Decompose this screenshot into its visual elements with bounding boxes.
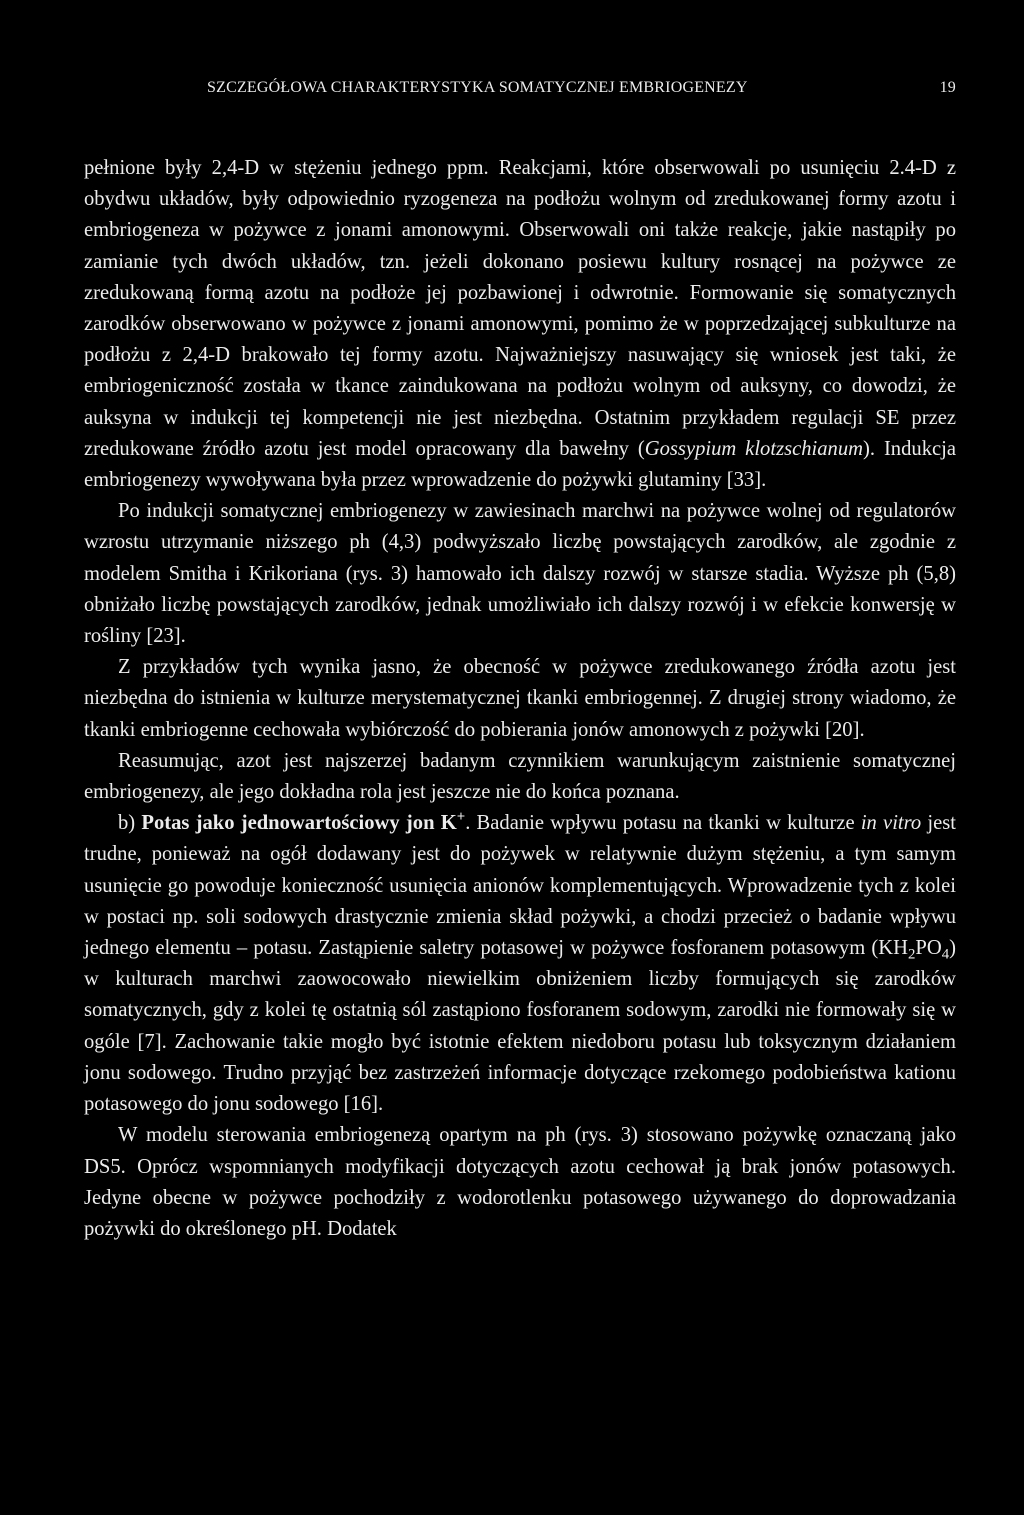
paragraph-2-text: Po indukcji somatycznej embriogenezy w zawiesinach marchwi na pożywce wolnej od regulatorów wzrostu utrzymanie niższego ph (4,3) podwyższało liczbę powstających zarodków, ale zgodnie z modelem Smitha i Krikoriana (rys. 3) hamowało ich dalszy rozwój w starsze stadia. Wyższe ph (5,8) obniżało liczbę powstających zarodków, jednak umożliwiało ich dalszy rozwój i w efekcie konwersję w rośliny [23]. xyxy=(84,500,956,648)
paragraph-1 xyxy=(84,153,956,496)
paragraph-2 xyxy=(84,496,956,652)
paragraph-4-text: Reasumując, azot jest najszerzej badanym czynnikiem warunkującym zaistnienie somatycznej embriogenezy, ale jego dokładna rola jest jeszcze nie do końca poznana. xyxy=(84,749,956,804)
section-heading-text: Potas jako jednowartościowy jon K xyxy=(141,812,457,835)
subscript-4: 4 xyxy=(941,946,950,963)
paragraph-5-text-d: ) w kulturach marchwi zaowocowało niewielkim obniżeniem liczby formujących się zarodków somatycznych, gdy z kolei tę ostatnią sól zastąpiono fosforanem sodowym, zarodki nie formowały się w ogóle [7]. Zachowanie takie mogło być istotnie efektem niedoboru potasu lub toksycznym działaniem jonu sodowego. Trudno przyjąć bez zastrzeżeń informacje dotyczące rzekomego podobieństwa kationu potasowego do jonu sodowego [16]. xyxy=(84,937,956,1116)
running-head xyxy=(0,74,1024,102)
paragraph-3 xyxy=(84,652,956,746)
paragraph-5-text-c: PO xyxy=(915,937,942,960)
species-name: Gossypium klotzschianum xyxy=(644,437,864,460)
subscript-2: 2 xyxy=(907,946,916,963)
page-number: 19 xyxy=(939,79,956,96)
paragraph-5 xyxy=(84,808,956,1120)
paragraph-1-text-end: ). Indukcja embriogenezy wywoływana była przez wprowadzenie do pożywki glutaminy [33]. xyxy=(84,437,956,492)
paragraph-6-text: W modelu sterowania embriogenezą opartym na ph (rys. 3) stosowano pożywkę oznaczaną jako DS5. Oprócz wspomnianych modyfikacji dotyczących azotu cechował ją brak jonów potasowych. Jedyne obecne w pożywce pochodziły z wodorotlenku potasowego używanego do doprowadzania pożywki do określonego pH. Dodatek xyxy=(84,1124,956,1240)
body-text xyxy=(84,153,956,1245)
paragraph-5-text-a: Badanie wpływu potasu na tkanki w kulturze xyxy=(470,812,861,835)
section-heading-end: . xyxy=(465,812,471,835)
running-title: SZCZEGÓŁOWA CHARAKTERYSTYKA SOMATYCZNEJ EMBRIOGENEZY xyxy=(207,79,748,96)
section-heading-sup: + xyxy=(456,809,466,826)
section-label: b) xyxy=(118,812,136,835)
paragraph-6 xyxy=(84,1120,956,1245)
paragraph-1-text: pełnione były 2,4-D w stężeniu jednego ppm. Reakcjami, które obserwowali po usunięciu 2.4-D z obydwu układów, były odpowiednio ryzogeneza na podłożu wolnym od zredukowanej formy azotu i embriogeneza w pożywce z jonami amonowymi. Obserwowali oni także reakcje, jakie nastąpiły po zamianie tych dwóch układów, tzn. jeżeli dokonano posiewu kultury rosnącej na pożywce ze zredukowaną formą azotu na podłoże jej pozbawionej i odwrotnie. Formowanie się somatycznych zarodków obserwowano w pożywce z jonami amonowymi, pomimo że w poprzedzającej subkulturze na podłożu z 2,4-D brakowało tej formy azotu. Najważniejszy nasuwający się wniosek jest taki, że embriogeniczność została w tkance zaindukowana na podłożu wolnym od auksyny, co dowodzi, że auksyna w indukcji tej kompetencji nie jest niezbędna. Ostatnim przykładem regulacji SE przez zredukowane źródło azotu jest model opracowany dla bawełny ( xyxy=(84,157,956,460)
paragraph-5-text-b: jest trudne, ponieważ na ogół dodawany jest do pożywek w relatywnie dużym stężeniu, a tym samym usunięcie go powoduje konieczność usunięcia anionów komplementujących. Wprowadzenie tych z kolei w postaci np. soli sodowych drastycznie zmienia skład pożywki, a chodzi przecież o badanie wpływu jednego elementu – potasu. Zastąpienie saletry potasowej w pożywce fosforanem potasowym (KH xyxy=(84,812,956,960)
in-vitro: in vitro xyxy=(860,812,922,835)
section-heading xyxy=(141,809,466,835)
paragraph-3-text: Z przykładów tych wynika jasno, że obecność w pożywce zredukowanego źródła azotu jest niezbędna do istnienia w kulturze merystematycznej tkanki embriogennej. Z drugiej strony wiadomo, że tkanki embriogenne cechowała wybiórczość do pobierania jonów amonowych z pożywki [20]. xyxy=(84,656,956,741)
paragraph-4 xyxy=(84,746,956,808)
